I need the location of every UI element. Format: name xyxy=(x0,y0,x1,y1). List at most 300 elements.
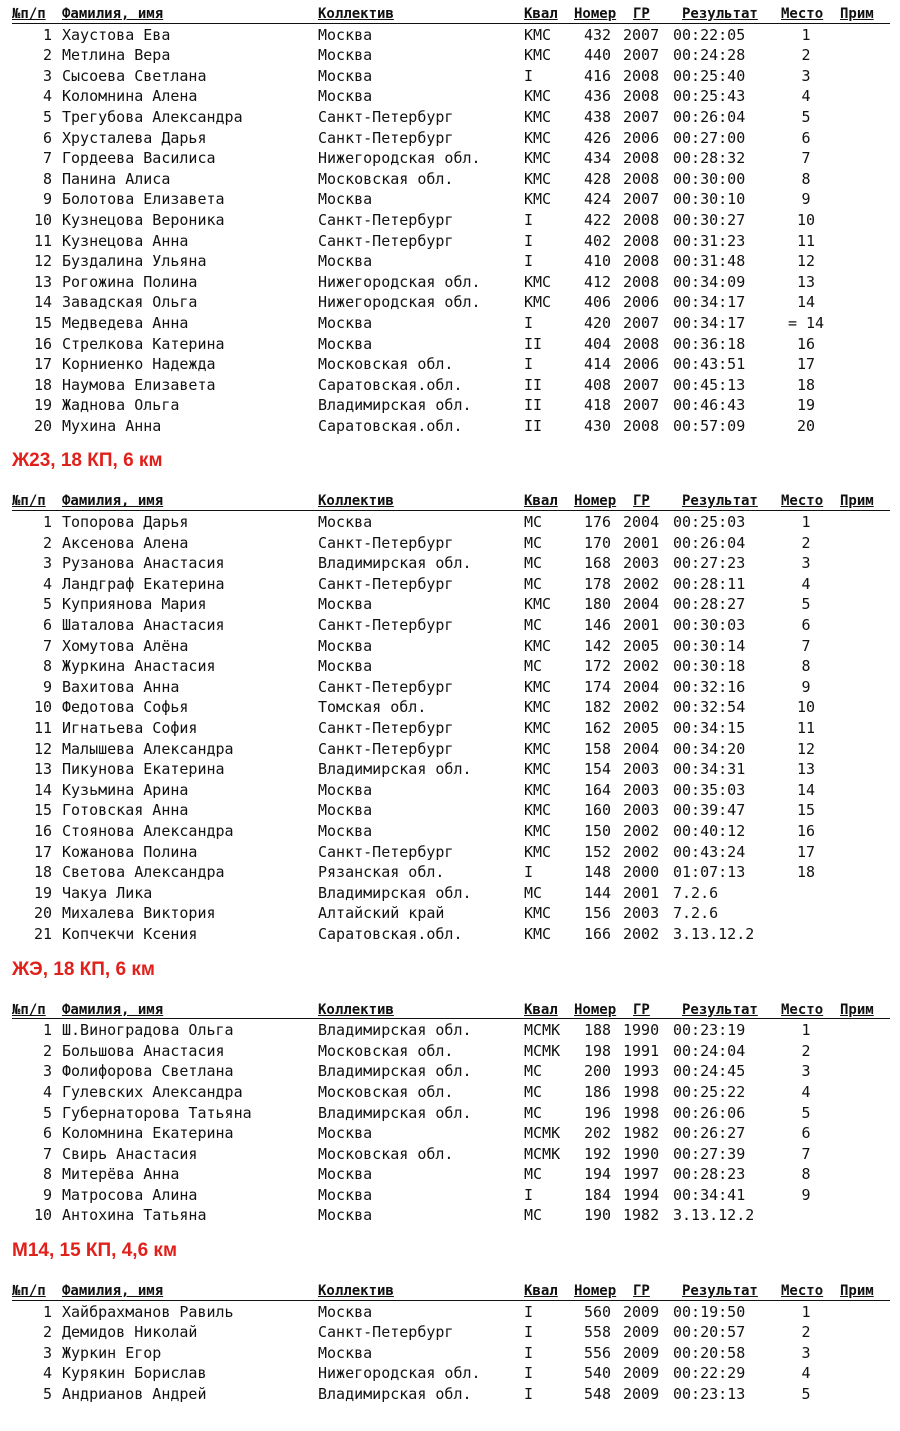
bib-number: 156 xyxy=(584,904,612,923)
row-number: 5 xyxy=(42,1103,52,1122)
row-number: 15 xyxy=(33,313,52,332)
table-row xyxy=(0,1123,900,1144)
birth-year: 2003 xyxy=(623,554,660,573)
bib-number: 160 xyxy=(584,801,612,820)
table-row xyxy=(0,677,900,698)
bib-number: 178 xyxy=(584,574,612,593)
table-row xyxy=(0,1144,900,1165)
place: 14 xyxy=(796,293,816,312)
bib-number: 440 xyxy=(584,46,612,65)
bib-number: 196 xyxy=(584,1103,612,1122)
table-row xyxy=(0,1061,900,1082)
table-header xyxy=(0,1000,900,1021)
team-name: Москва xyxy=(318,801,373,820)
column-header-team: Коллектив xyxy=(318,1001,394,1018)
bib-number: 202 xyxy=(584,1124,612,1143)
qualification: II xyxy=(524,375,543,394)
birth-year: 2004 xyxy=(623,677,660,696)
qualification: МС xyxy=(524,1206,543,1225)
table-header xyxy=(0,4,900,25)
table-row xyxy=(0,86,900,107)
place: 12 xyxy=(796,252,816,271)
table-row xyxy=(0,395,900,416)
qualification: I xyxy=(524,1185,534,1204)
column-header-kval: Квал xyxy=(524,6,558,22)
result-time: 00:35:03 xyxy=(673,780,746,799)
place: 5 xyxy=(801,107,811,126)
result-time: 00:22:29 xyxy=(673,1364,746,1383)
result-time: 00:24:45 xyxy=(673,1062,746,1081)
birth-year: 2008 xyxy=(623,149,660,168)
row-number: 7 xyxy=(42,636,52,655)
qualification: КМС xyxy=(524,636,552,655)
qualification: МС xyxy=(524,1062,543,1081)
qualification: КМС xyxy=(524,87,552,106)
place: 1 xyxy=(801,25,811,44)
team-name: Москва xyxy=(318,1124,373,1143)
athlete-name: Трегубова Александра xyxy=(62,107,243,126)
place: 3 xyxy=(801,1343,811,1362)
athlete-name: Рузанова Анастасия xyxy=(62,554,225,573)
row-number: 5 xyxy=(42,1385,52,1404)
team-name: Москва xyxy=(318,66,373,85)
birth-year: 1990 xyxy=(623,1144,660,1163)
bib-number: 152 xyxy=(584,842,612,861)
birth-year: 2002 xyxy=(623,924,660,943)
row-number: 3 xyxy=(42,1343,52,1362)
table-row xyxy=(0,759,900,780)
bib-number: 162 xyxy=(584,719,612,737)
row-number: 4 xyxy=(42,1364,52,1383)
row-number: 14 xyxy=(33,293,52,312)
place: 9 xyxy=(801,677,811,696)
birth-year: 2007 xyxy=(623,375,660,394)
bib-number: 200 xyxy=(584,1062,612,1081)
bib-number: 432 xyxy=(584,25,612,44)
result-time: 00:28:23 xyxy=(673,1165,746,1184)
header-rule xyxy=(12,1018,890,1019)
header-rule xyxy=(12,510,890,511)
qualification: КМС xyxy=(524,190,552,209)
table-row xyxy=(0,615,900,636)
row-number: 2 xyxy=(42,1323,52,1342)
result-time: 00:28:32 xyxy=(673,149,746,168)
birth-year: 2008 xyxy=(623,169,660,188)
athlete-name: Куприянова Мария xyxy=(62,595,207,614)
result-time: 00:22:05 xyxy=(673,25,746,44)
result-time: 00:25:40 xyxy=(673,66,746,85)
athlete-name: Кузьмина Арина xyxy=(62,780,189,799)
place: 2 xyxy=(801,46,811,65)
team-name: Москва xyxy=(318,780,373,799)
result-time: 00:25:22 xyxy=(673,1082,746,1101)
team-name: Владимирская обл. xyxy=(318,1385,472,1404)
birth-year: 2004 xyxy=(623,739,660,758)
column-header-bib: Номер xyxy=(574,493,617,510)
bib-number: 148 xyxy=(584,863,612,882)
team-name: Москва xyxy=(318,1165,373,1184)
row-number: 4 xyxy=(42,574,52,593)
place: 8 xyxy=(801,657,811,676)
team-name: Санкт-Петербург xyxy=(318,719,454,737)
row-number: 1 xyxy=(42,25,52,44)
athlete-name: Фолифорова Светлана xyxy=(62,1062,234,1081)
row-number: 10 xyxy=(33,698,52,717)
bib-number: 422 xyxy=(584,210,612,229)
qualification: I xyxy=(524,66,534,85)
qualification: МСМК xyxy=(524,1124,561,1143)
result-time: 00:26:04 xyxy=(673,533,746,552)
table-row xyxy=(0,416,900,437)
athlete-name: Метлина Вера xyxy=(62,46,171,65)
qualification: КМС xyxy=(524,780,552,799)
birth-year: 2008 xyxy=(623,334,660,353)
place: 4 xyxy=(801,87,811,106)
place: 3 xyxy=(801,66,811,85)
athlete-name: Стрелкова Катерина xyxy=(62,334,225,353)
qualification: КМС xyxy=(524,924,552,943)
column-header-bib: Номер xyxy=(574,1001,617,1018)
table-row xyxy=(0,1164,900,1185)
result-time: 00:30:14 xyxy=(673,636,746,655)
column-header-result: Результат xyxy=(682,493,758,510)
result-time: 00:28:11 xyxy=(673,574,746,593)
athlete-name: Жаднова Ольга xyxy=(62,396,180,415)
result-time: 00:24:04 xyxy=(673,1041,746,1060)
place: 9 xyxy=(801,1185,811,1204)
qualification: КМС xyxy=(524,677,552,696)
qualification: I xyxy=(524,1364,534,1383)
column-header-note: Прим xyxy=(840,493,874,510)
athlete-name: Гордеева Василиса xyxy=(62,149,216,168)
place: 11 xyxy=(796,231,816,250)
athlete-name: Завадская Ольга xyxy=(62,293,198,312)
place: 10 xyxy=(796,698,816,717)
team-name: Московская обл. xyxy=(318,355,454,374)
row-number: 16 xyxy=(33,821,52,840)
team-name: Владимирская обл. xyxy=(318,1103,472,1122)
column-header-place: Место xyxy=(781,6,824,22)
row-number: 19 xyxy=(33,883,52,902)
bib-number: 182 xyxy=(584,698,612,717)
row-number: 11 xyxy=(33,231,52,250)
bib-number: 426 xyxy=(584,128,612,147)
row-number: 9 xyxy=(42,1185,52,1204)
table-row xyxy=(0,1363,900,1384)
team-name: Нижегородская обл. xyxy=(318,293,481,312)
qualification: КМС xyxy=(524,821,552,840)
bib-number: 418 xyxy=(584,396,612,415)
result-time: 00:34:41 xyxy=(673,1185,746,1204)
birth-year: 1982 xyxy=(623,1124,660,1143)
athlete-name: Пикунова Екатерина xyxy=(62,760,225,779)
birth-year: 1997 xyxy=(623,1165,660,1184)
result-time: 00:26:06 xyxy=(673,1103,746,1122)
qualification: МС xyxy=(524,883,543,902)
result-time: 00:36:18 xyxy=(673,334,746,353)
results-group xyxy=(0,440,900,944)
team-name: Московская обл. xyxy=(318,1041,454,1060)
table-row xyxy=(0,1082,900,1103)
team-name: Санкт-Петербург xyxy=(318,210,454,229)
birth-year: 2000 xyxy=(623,863,660,882)
qualification: I xyxy=(524,863,534,882)
result-time: 00:25:03 xyxy=(673,513,746,532)
birth-year: 2001 xyxy=(623,883,660,902)
athlete-name: Сысоева Светлана xyxy=(62,66,207,85)
place: 17 xyxy=(796,842,816,861)
qualification: КМС xyxy=(524,801,552,820)
birth-year: 2001 xyxy=(623,616,660,635)
column-header-result: Результат xyxy=(682,1001,758,1018)
place: 18 xyxy=(796,375,816,394)
athlete-name: Матросова Алина xyxy=(62,1185,198,1204)
team-name: Томская обл. xyxy=(318,698,427,717)
birth-year: 2008 xyxy=(623,87,660,106)
team-name: Москва xyxy=(318,1343,373,1362)
athlete-name: Хомутова Алёна xyxy=(62,636,189,655)
bib-number: 548 xyxy=(584,1385,612,1404)
qualification: МС xyxy=(524,513,543,532)
team-name: Владимирская обл. xyxy=(318,396,472,415)
result-time: 00:32:16 xyxy=(673,677,746,696)
place: 8 xyxy=(801,1165,811,1184)
bib-number: 406 xyxy=(584,293,612,312)
team-name: Санкт-Петербург xyxy=(318,1323,454,1342)
place: 9 xyxy=(801,190,811,209)
result-time: 00:34:09 xyxy=(673,272,746,291)
result-time: 00:32:54 xyxy=(673,698,746,717)
table-row xyxy=(0,903,900,924)
table-row xyxy=(0,272,900,293)
table-row xyxy=(0,189,900,210)
result-time: 00:34:17 xyxy=(673,293,746,312)
birth-year: 2006 xyxy=(623,293,660,312)
table-row xyxy=(0,169,900,190)
team-name: Саратовская.обл. xyxy=(318,416,463,435)
athlete-name: Михалева Виктория xyxy=(62,904,216,923)
place: 1 xyxy=(801,1021,811,1040)
table-row xyxy=(0,354,900,375)
result-time: 00:43:51 xyxy=(673,355,746,374)
result-time: 00:30:00 xyxy=(673,169,746,188)
bib-number: 192 xyxy=(584,1144,612,1163)
team-name: Москва xyxy=(318,313,373,332)
row-number: 6 xyxy=(42,1124,52,1143)
team-name: Москва xyxy=(318,1302,373,1321)
bib-number: 428 xyxy=(584,169,612,188)
result-time: 3.13.12.2 xyxy=(673,924,755,943)
header-rule xyxy=(12,1300,890,1301)
bib-number: 150 xyxy=(584,821,612,840)
team-name: Владимирская обл. xyxy=(318,554,472,573)
results-group xyxy=(0,1230,900,1405)
place: 4 xyxy=(801,574,811,593)
row-number: 20 xyxy=(33,416,52,435)
table-row xyxy=(0,1020,900,1041)
qualification: МСМК xyxy=(524,1021,561,1040)
column-header-place: Место xyxy=(781,1001,824,1018)
qualification: КМС xyxy=(524,719,552,737)
place: 16 xyxy=(796,821,816,840)
athlete-name: Малышева Александра xyxy=(62,739,234,758)
birth-year: 2002 xyxy=(623,657,660,676)
column-header-note: Прим xyxy=(840,1001,874,1018)
row-number: 9 xyxy=(42,190,52,209)
athlete-name: Буздалина Ульяна xyxy=(62,252,207,271)
athlete-name: Рогожина Полина xyxy=(62,272,198,291)
bib-number: 158 xyxy=(584,739,612,758)
team-name: Владимирская обл. xyxy=(318,1062,472,1081)
table-row xyxy=(0,883,900,904)
team-name: Санкт-Петербург xyxy=(318,231,454,250)
bib-number: 186 xyxy=(584,1082,612,1101)
birth-year: 2003 xyxy=(623,780,660,799)
qualification: КМС xyxy=(524,293,552,312)
result-time: 00:27:39 xyxy=(673,1144,746,1163)
table-row xyxy=(0,1302,900,1323)
place: 13 xyxy=(796,272,816,291)
athlete-name: Светова Александра xyxy=(62,863,225,882)
place: 15 xyxy=(796,801,816,820)
row-number: 5 xyxy=(42,107,52,126)
bib-number: 144 xyxy=(584,883,612,902)
group-heading: М14, 15 КП, 4,6 км xyxy=(12,1240,177,1262)
table-row xyxy=(0,656,900,677)
table-header xyxy=(0,491,900,512)
place: 1 xyxy=(801,513,811,532)
athlete-name: Панина Алиса xyxy=(62,169,171,188)
bib-number: 164 xyxy=(584,780,612,799)
birth-year: 2004 xyxy=(623,595,660,614)
table-row xyxy=(0,553,900,574)
birth-year: 2008 xyxy=(623,210,660,229)
team-name: Санкт-Петербург xyxy=(318,616,454,635)
result-time: 00:20:58 xyxy=(673,1343,746,1362)
table-row xyxy=(0,45,900,66)
qualification: КМС xyxy=(524,595,552,614)
bib-number: 420 xyxy=(584,313,612,332)
table-row xyxy=(0,533,900,554)
birth-year: 2009 xyxy=(623,1343,660,1362)
athlete-name: Гулевских Александра xyxy=(62,1082,243,1101)
row-number: 7 xyxy=(42,149,52,168)
team-name: Москва xyxy=(318,1206,373,1225)
row-number: 17 xyxy=(33,842,52,861)
athlete-name: Ш.Виноградова Ольга xyxy=(62,1021,234,1040)
bib-number: 190 xyxy=(584,1206,612,1225)
place: 14 xyxy=(796,780,816,799)
team-name: Владимирская обл. xyxy=(318,1021,472,1040)
table-row xyxy=(0,718,900,739)
table-row xyxy=(0,1205,900,1226)
group-heading: Ж23, 18 КП, 6 км xyxy=(12,450,163,472)
qualification: МС xyxy=(524,574,543,593)
row-number: 21 xyxy=(33,924,52,943)
row-number: 11 xyxy=(33,719,52,737)
qualification: I xyxy=(524,1385,534,1404)
bib-number: 410 xyxy=(584,252,612,271)
athlete-name: Губернаторова Татьяна xyxy=(62,1103,252,1122)
column-header-name: Фамилия, имя xyxy=(62,1283,164,1300)
qualification: МСМК xyxy=(524,1041,561,1060)
birth-year: 1998 xyxy=(623,1082,660,1101)
birth-year: 2007 xyxy=(623,25,660,44)
qualification: КМС xyxy=(524,739,552,758)
result-time: 00:46:43 xyxy=(673,396,746,415)
team-name: Саратовская.обл. xyxy=(318,375,463,394)
table-row xyxy=(0,924,900,945)
row-number: 15 xyxy=(33,801,52,820)
athlete-name: Игнатьева София xyxy=(62,719,198,737)
header-rule xyxy=(12,23,890,24)
bib-number: 436 xyxy=(584,87,612,106)
athlete-name: Коломнина Алена xyxy=(62,87,198,106)
place: 5 xyxy=(801,1385,811,1404)
place: 16 xyxy=(796,334,816,353)
bib-number: 430 xyxy=(584,416,612,435)
athlete-name: Копчекчи Ксения xyxy=(62,924,198,943)
column-header-num: №п/п xyxy=(12,6,46,22)
team-name: Москва xyxy=(318,821,373,840)
table-header xyxy=(0,1281,900,1302)
row-number: 19 xyxy=(33,396,52,415)
qualification: I xyxy=(524,1323,534,1342)
team-name: Нижегородская обл. xyxy=(318,149,481,168)
bib-number: 402 xyxy=(584,231,612,250)
result-time: 00:27:23 xyxy=(673,554,746,573)
bib-number: 424 xyxy=(584,190,612,209)
qualification: I xyxy=(524,313,534,332)
result-time: 00:19:50 xyxy=(673,1302,746,1321)
birth-year: 2006 xyxy=(623,128,660,147)
row-number: 2 xyxy=(42,46,52,65)
result-time: 00:26:27 xyxy=(673,1124,746,1143)
row-number: 4 xyxy=(42,87,52,106)
group-heading: ЖЭ, 18 КП, 6 км xyxy=(12,958,155,980)
birth-year: 2002 xyxy=(623,821,660,840)
qualification: I xyxy=(524,1343,534,1362)
athlete-name: Чакуа Лика xyxy=(62,883,153,902)
birth-year: 2005 xyxy=(623,636,660,655)
birth-year: 2006 xyxy=(623,355,660,374)
place: 11 xyxy=(796,719,816,737)
bib-number: 416 xyxy=(584,66,612,85)
birth-year: 2007 xyxy=(623,313,660,332)
bib-number: 438 xyxy=(584,107,612,126)
table-row xyxy=(0,1322,900,1343)
athlete-name: Журкин Егор xyxy=(62,1343,162,1362)
athlete-name: Кузнецова Анна xyxy=(62,231,189,250)
qualification: МС xyxy=(524,657,543,676)
birth-year: 2003 xyxy=(623,801,660,820)
bib-number: 408 xyxy=(584,375,612,394)
qualification: МС xyxy=(524,616,543,635)
row-number: 8 xyxy=(42,657,52,676)
team-name: Москва xyxy=(318,1185,373,1204)
qualification: КМС xyxy=(524,107,552,126)
table-row xyxy=(0,739,900,760)
row-number: 13 xyxy=(33,760,52,779)
birth-year: 2003 xyxy=(623,904,660,923)
column-header-result: Результат xyxy=(682,1283,758,1300)
athlete-name: Готовская Анна xyxy=(62,801,189,820)
qualification: II xyxy=(524,416,543,435)
bib-number: 556 xyxy=(584,1343,612,1362)
athlete-name: Хрусталева Дарья xyxy=(62,128,207,147)
team-name: Москва xyxy=(318,46,373,65)
column-header-team: Коллектив xyxy=(318,6,394,22)
